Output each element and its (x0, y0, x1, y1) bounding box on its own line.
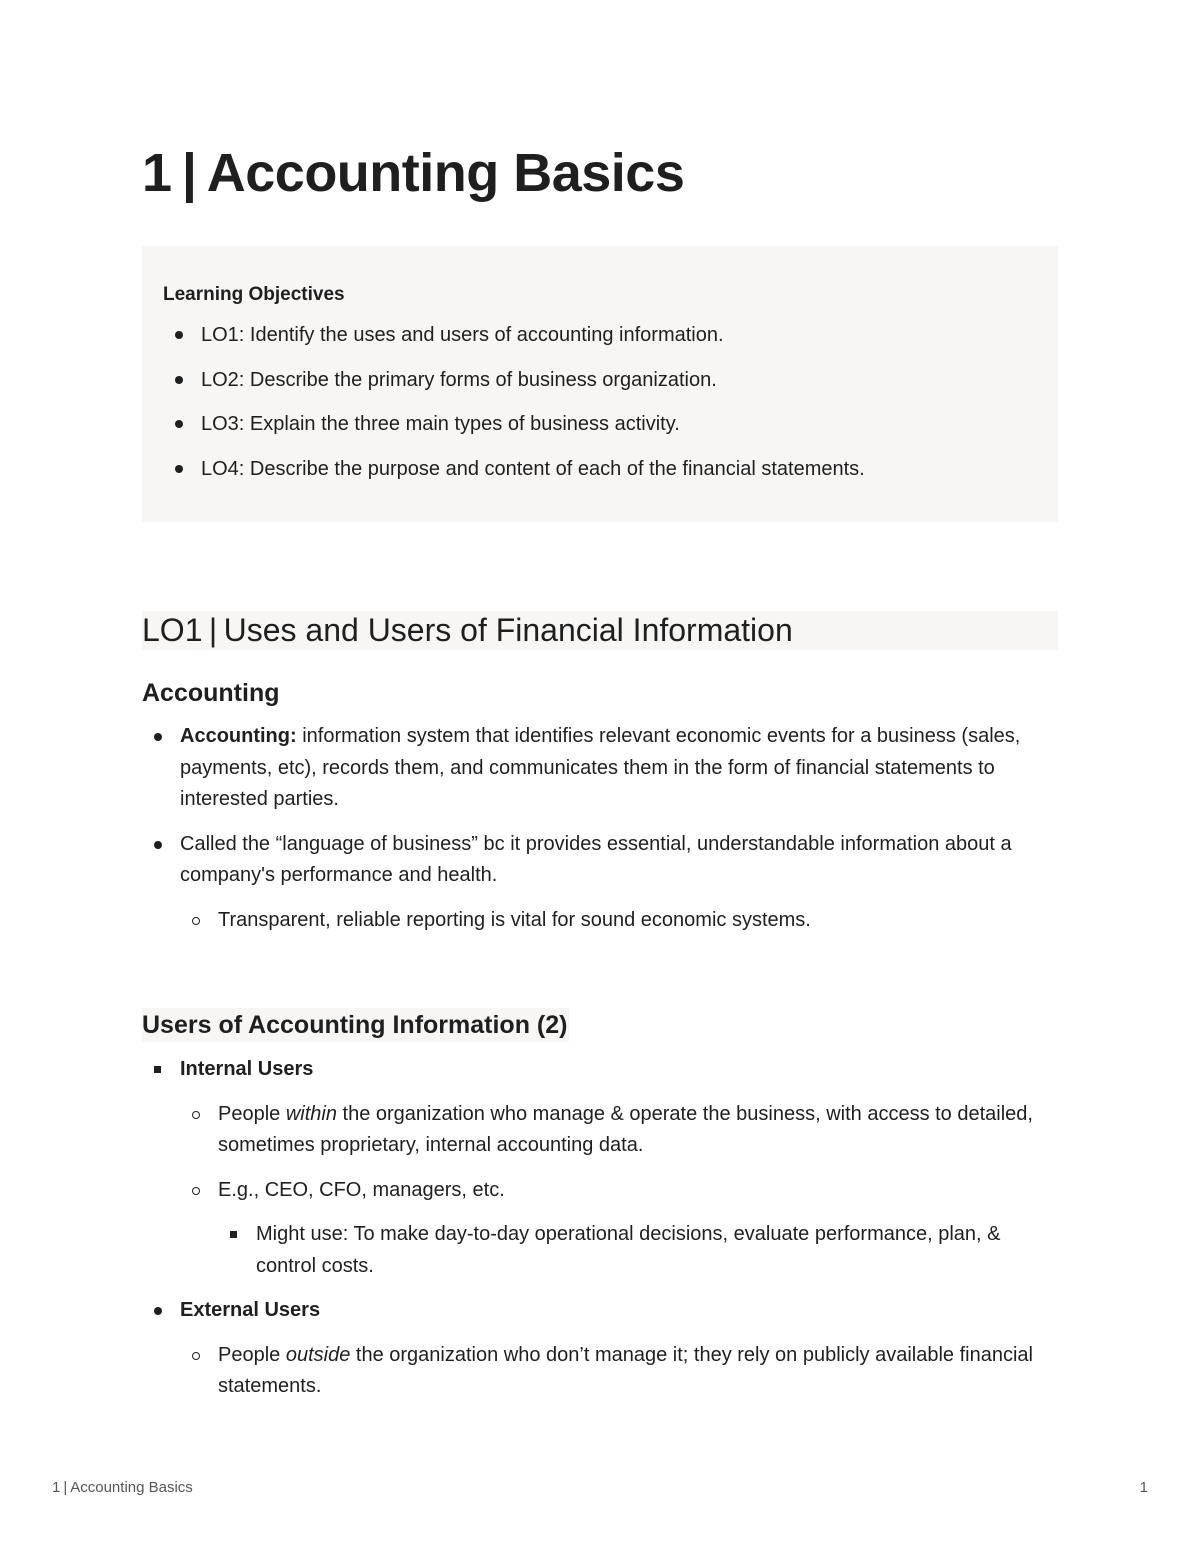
list-item-external-users (142, 1295, 1058, 1327)
list-item: LO3: Explain the three main types of business activity. (163, 409, 1038, 439)
external-users-label: External Users (180, 1299, 321, 1321)
description-text: People (218, 1102, 286, 1125)
list-item-accounting-definition (142, 721, 1058, 816)
emphasis-within: within (285, 1102, 337, 1125)
page-title: 1 | Accounting Basics (142, 143, 685, 203)
users-list (142, 1054, 1058, 1416)
list-item-transparency (142, 905, 1058, 937)
list-item: LO2: Describe the primary forms of business organization. (163, 365, 1038, 395)
list-item-internal-description (142, 1099, 1058, 1162)
transparency-text: Transparent, reliable reporting is vital for sound economic systems. (218, 908, 811, 931)
definition-text: information system that identifies relevant economic events for a business (sales, payments, etc), records them, and communicates them in the form of financial statements to interested parties. (180, 725, 1021, 810)
definition-term: Accounting: (180, 725, 297, 747)
learning-objectives-callout (142, 246, 1058, 522)
language-of-business-text: Called the “language of business” bc it provides essential, understandable information about a company's performance and health. (180, 832, 1012, 886)
footer-page-number: 1 (1139, 1479, 1148, 1496)
might-use-text: Might use: To make day-to-day operational decisions, evaluate performance, plan, & control costs. (256, 1223, 1001, 1277)
list-item-external-description (142, 1340, 1058, 1403)
accounting-list (142, 721, 1058, 949)
emphasis-outside: outside (285, 1343, 351, 1366)
examples-text: E.g., CEO, CFO, managers, etc. (218, 1178, 505, 1201)
internal-users-label: Internal Users (180, 1058, 314, 1080)
description-text: the organization who manage & operate the business, with access to detailed, sometimes proprietary, internal accounting data. (218, 1102, 1033, 1156)
subheading-users-of-accounting-information: Users of Accounting Information (2) (142, 1008, 569, 1042)
description-text: the organization who don’t manage it; they rely on publicly available financial statements. (218, 1343, 1033, 1397)
section-heading-lo1: LO1 | Uses and Users of Financial Information (142, 611, 1058, 650)
footer-running-title: 1 | Accounting Basics (52, 1479, 193, 1496)
list-item: LO1: Identify the uses and users of accounting information. (163, 320, 1038, 350)
subheading-accounting: Accounting (142, 679, 280, 707)
list-item-language-of-business (142, 829, 1058, 892)
list-item-internal-users (142, 1054, 1058, 1086)
learning-objectives-heading: Learning Objectives (163, 284, 345, 305)
list-item: LO4: Describe the purpose and content of each of the financial statements. (163, 454, 1038, 484)
list-item-internal-examples (142, 1175, 1058, 1207)
description-text: People (218, 1343, 286, 1366)
learning-objectives-list (163, 320, 1038, 484)
list-item-internal-might-use (142, 1219, 1058, 1282)
